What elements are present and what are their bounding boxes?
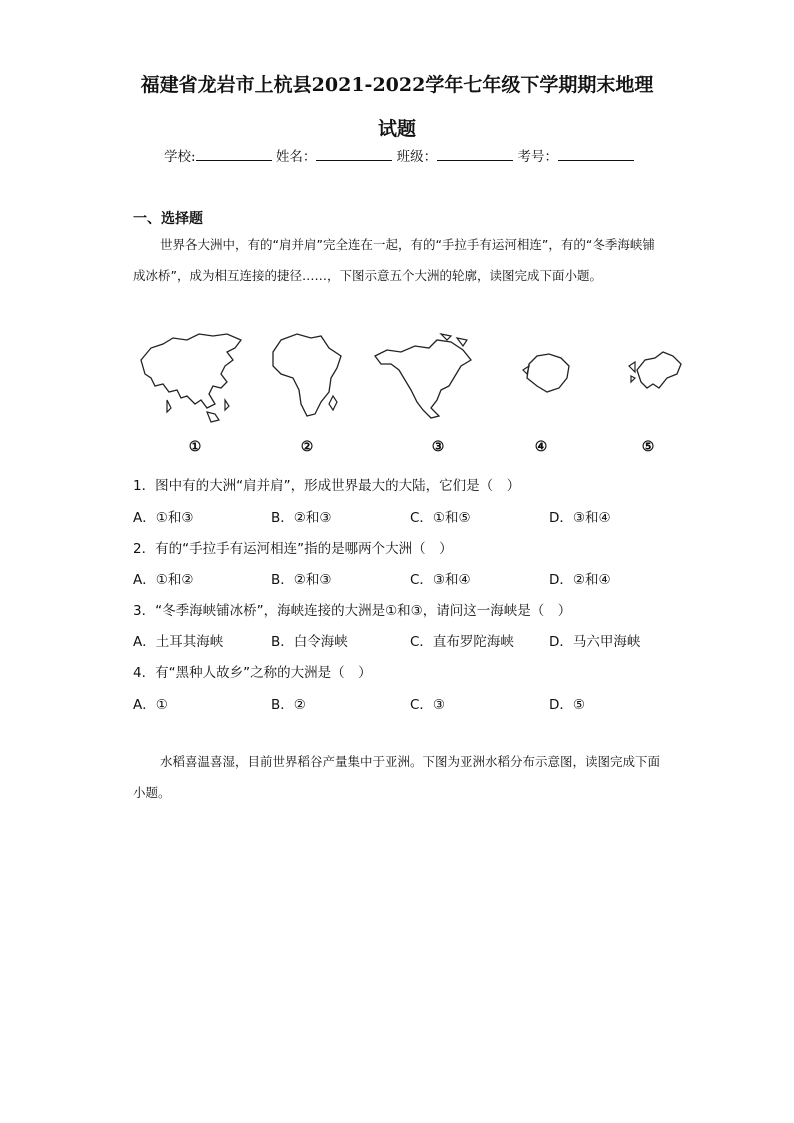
q2-option-c[interactable]: C．③和④	[410, 572, 471, 588]
continent-outline-figure	[133, 330, 693, 430]
map-label-3: ③	[431, 439, 445, 455]
q3-option-b[interactable]: B．白令海峡	[271, 634, 348, 650]
q1-option-d[interactable]: D．③和④	[549, 510, 611, 526]
school-label: 学校:	[164, 149, 196, 165]
map-label-5: ⑤	[641, 439, 655, 455]
name-blank[interactable]	[316, 146, 392, 161]
q4-option-b[interactable]: B．②	[271, 697, 306, 713]
section1-intro: 世界各大洲中，有的“肩并肩”完全连在一起，有的“手拉手有运河相连”，有的“冬季海峡铺成冰桥”，成为相互连接的捷径……，下图示意五个大洲的轮廓，读图完成下面小题。	[133, 237, 655, 283]
map-label-4: ④	[534, 439, 548, 455]
question-3-stem: 3．“冬季海峡铺冰桥”，海峡连接的大洲是①和③，请问这一海峡是（ ）	[133, 603, 572, 619]
map-label-2: ②	[300, 439, 314, 455]
class-label: 班级：	[396, 149, 438, 165]
id-label: 考号：	[517, 149, 558, 165]
north-america-outline-icon	[371, 330, 481, 425]
q4-option-c[interactable]: C．③	[410, 697, 446, 713]
antarctica-outline-icon	[517, 330, 577, 410]
map-label-1: ①	[188, 439, 202, 455]
q1-option-c[interactable]: C．①和⑤	[410, 510, 471, 526]
asia-outline-icon	[137, 330, 247, 425]
name-label: 姓名：	[275, 149, 317, 165]
class-blank[interactable]	[437, 146, 513, 161]
q3-option-a[interactable]: A．土耳其海峡	[133, 634, 224, 650]
question-4-stem: 4．有“黑种人故乡”之称的大洲是（ ）	[133, 665, 372, 681]
q3-option-c[interactable]: C．直布罗陀海峡	[410, 634, 514, 650]
europe-outline-icon	[623, 330, 687, 410]
africa-outline-icon	[267, 330, 347, 425]
section2-intro: 水稻喜温喜湿，目前世界稻谷产量集中于亚洲。下图为亚洲水稻分布示意图，读图完成下面小题。	[133, 754, 661, 800]
school-blank[interactable]	[196, 146, 272, 161]
question-1-stem: 1．图中有的大洲“肩并肩”，形成世界最大的大陆，它们是（ ）	[133, 478, 521, 494]
exam-title-line1: 福建省龙岩市上杭县2021-2022学年七年级下学期期末地理	[140, 74, 654, 96]
q3-option-d[interactable]: D．马六甲海峡	[549, 634, 641, 650]
question-2-stem: 2．有的“手拉手有运河相连”指的是哪两个大洲（ ）	[133, 541, 453, 557]
q2-option-d[interactable]: D．②和④	[549, 572, 611, 588]
q2-option-b[interactable]: B．②和③	[271, 572, 332, 588]
q2-option-a[interactable]: A．①和②	[133, 572, 194, 588]
id-blank[interactable]	[558, 146, 634, 161]
exam-title-line2: 试题	[377, 118, 416, 140]
q4-option-d[interactable]: D．⑤	[549, 697, 585, 713]
q1-option-a[interactable]: A．①和③	[133, 510, 194, 526]
student-info-row	[164, 145, 634, 165]
q4-option-a[interactable]: A．①	[133, 697, 168, 713]
section-heading: 一、选择题	[133, 211, 203, 227]
q1-option-b[interactable]: B．②和③	[271, 510, 332, 526]
